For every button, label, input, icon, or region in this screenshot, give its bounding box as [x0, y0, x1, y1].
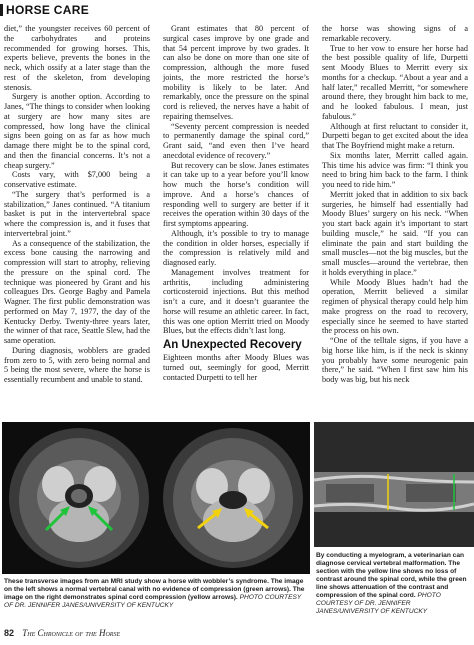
paragraph: Grant estimates that 80 percent of surgical cases improve by one grade and that 54 percent improve by two grades. It can also be done on more than one site of compression, although the more fused joints, the more restricted the horse’s mobility is likely to be later. And remarkably, once the pressure on the spinal cord is relieved, the nerves have a habit of repairing themselves.: [163, 24, 309, 121]
paragraph: Surgery is another option. According to Janes, “The things to consider when looking at surgery are how many sites are compressed, how long have the clinical signs been going on as far as how much damage there might be to the spinal cord, and then the financial concerns. It’s not a cheap surgery.”: [4, 92, 150, 170]
paragraph: As a consequence of the stabilization, the excess bone causing the narrowing and compression will start to atrophy, relieving the pressure on the spinal cord. The technique was pioneered by Grant and his colleagues Drs. George Bagby and Pamela Wagner. The first public demonstration was performed on May 7, 1977, the day of the Kentucky Derby. Twenty-three years later, the winner of that race, Seattle Slew, had the same operation.: [4, 238, 150, 345]
section-header-bar: [0, 4, 3, 16]
paragraph: But recovery can be slow. Janes estimates it can take up to a year before you’ll know how much the horse’s condition will improve. And a horse’s chances of responding well to surgery are better if it receives the operation within 30 days of the first symptoms appearing.: [163, 160, 309, 228]
mri-left-image: [9, 428, 149, 568]
article-column-3: [322, 24, 468, 385]
article-column-1: [4, 24, 150, 385]
caption-right: [316, 552, 472, 616]
photo-credit: PHOTO COURTESY OF DR. JENNIFER JANES/UNIVERSITY OF KENTUCKY: [316, 592, 441, 615]
paragraph: Six months later, Merritt called again. This time his advice was firm: “I think you need to bring him back to the farm. I think you need to ride him.”: [322, 150, 468, 189]
caption-left: [4, 578, 310, 610]
mri-right-image: [163, 428, 303, 568]
paragraph: Although, it’s possible to try to manage the condition in older horses, especially if the compression is relatively mild and diagnosed early.: [163, 228, 309, 267]
paragraph: Eighteen months after Moody Blues was turned out, seemingly for good, Merritt contacted Durpetti to tell her: [163, 353, 309, 382]
paragraph: “One of the telltale signs, if you have a big horse like him, is if the neck is skinny you probably have some neurogenic pain there,” he said. “When I first saw him his body was big, but his neck: [322, 336, 468, 384]
paragraph: During diagnosis, wobblers are graded from zero to 5, with zero being normal and 5 being the most severe, where the horse is essentially recumbent and unable to stand.: [4, 345, 150, 384]
caption-text: These transverse images from an MRI study show a horse with wobbler’s syndrome. The image on the left shows a normal vertebral canal with no evidence of compression (green arrows). The image on the right demonstrates spinal cord compression (yellow arrows).: [4, 578, 305, 601]
paragraph: Merritt joked that in addition to six back surgeries, he himself had essentially had Moody Blues’ surgery on his neck. “When you start back again it’s important to start building muscle,” he said. “If you can eliminate the pain and start building the small muscles—not the big muscles, but the small muscles—around the vertebrae, then it holds everything in place.”: [322, 189, 468, 277]
article-column-2: [163, 24, 309, 382]
paragraph: diet,” the youngster receives 60 percent of the carbohydrates and proteins recommended for growing horses. This, experts believe, prevents the bones in the neck, which ossify at a later stage than the rest of the skeleton, from developing stenosis.: [4, 24, 150, 92]
section-header: [0, 0, 474, 19]
paragraph: Management involves treatment for arthritis, including administering corticosteroid injections. But this method isn’t a cure, and it doesn’t guarantee the horse will resume an athletic career. In fact, this was one option Merritt tried on Moody Blues, but the effects didn’t last long.: [163, 267, 309, 336]
subheading: An Unexpected Recovery: [163, 339, 302, 351]
paragraph: “Seventy percent compression is needed to permanently damage the spinal cord,” Grant said, “and even then I’ve heard anecdotal evidence of recovery.”: [163, 121, 309, 160]
paragraph: Costs vary, with $7,000 being a conservative estimate.: [4, 170, 150, 189]
paragraph: While Moody Blues hadn’t had the operation, Merritt believed a similar regimen of physical therapy could help him make progress on the road to recovery, especially since he seemed to have started the process on his own.: [322, 277, 468, 336]
section-title: HORSE CARE: [6, 3, 90, 17]
paragraph: “The surgery that’s performed is a stabilization,” Janes continued. “A titanium basket is put in the intervertebral space where the compression is, and it fuses that intervertebral joint.”: [4, 189, 150, 238]
myelogram-image: [314, 422, 474, 547]
caption-text: By conducting a myelogram, a veterinarian can diagnose cervical vertebral malformation. The section with the yellow line shows no loss of contrast around the spinal cord, while the green line shows attenuation of the contrast and compression of the spinal cord.: [316, 552, 467, 599]
paragraph: Although at first reluctant to consider it, Durpetti began to get excited about the idea that The Boyfriend might make a return.: [322, 121, 468, 150]
mri-transverse-images: [2, 422, 310, 574]
paragraph: True to her vow to ensure her horse had the best possible quality of life, Durpetti sent Moody Blues to Merritt every six months for a checkup. “About a year and a half later,” recalled Merritt, “or somewhere around there, they brought him back to me, and he looked fabulous. I mean, just fabulous.”: [322, 43, 468, 121]
photo-credit: PHOTO COURTESY OF DR. JENNIFER JANES/UNIVERSITY OF KENTUCKY: [4, 594, 302, 609]
paragraph: the horse was showing signs of a remarkable recovery.: [322, 24, 468, 43]
page-footer: [4, 628, 464, 640]
photo-section: [0, 422, 474, 622]
publication-name: The Chronicle of the Horse: [22, 628, 121, 638]
page-number: 82: [4, 628, 15, 638]
